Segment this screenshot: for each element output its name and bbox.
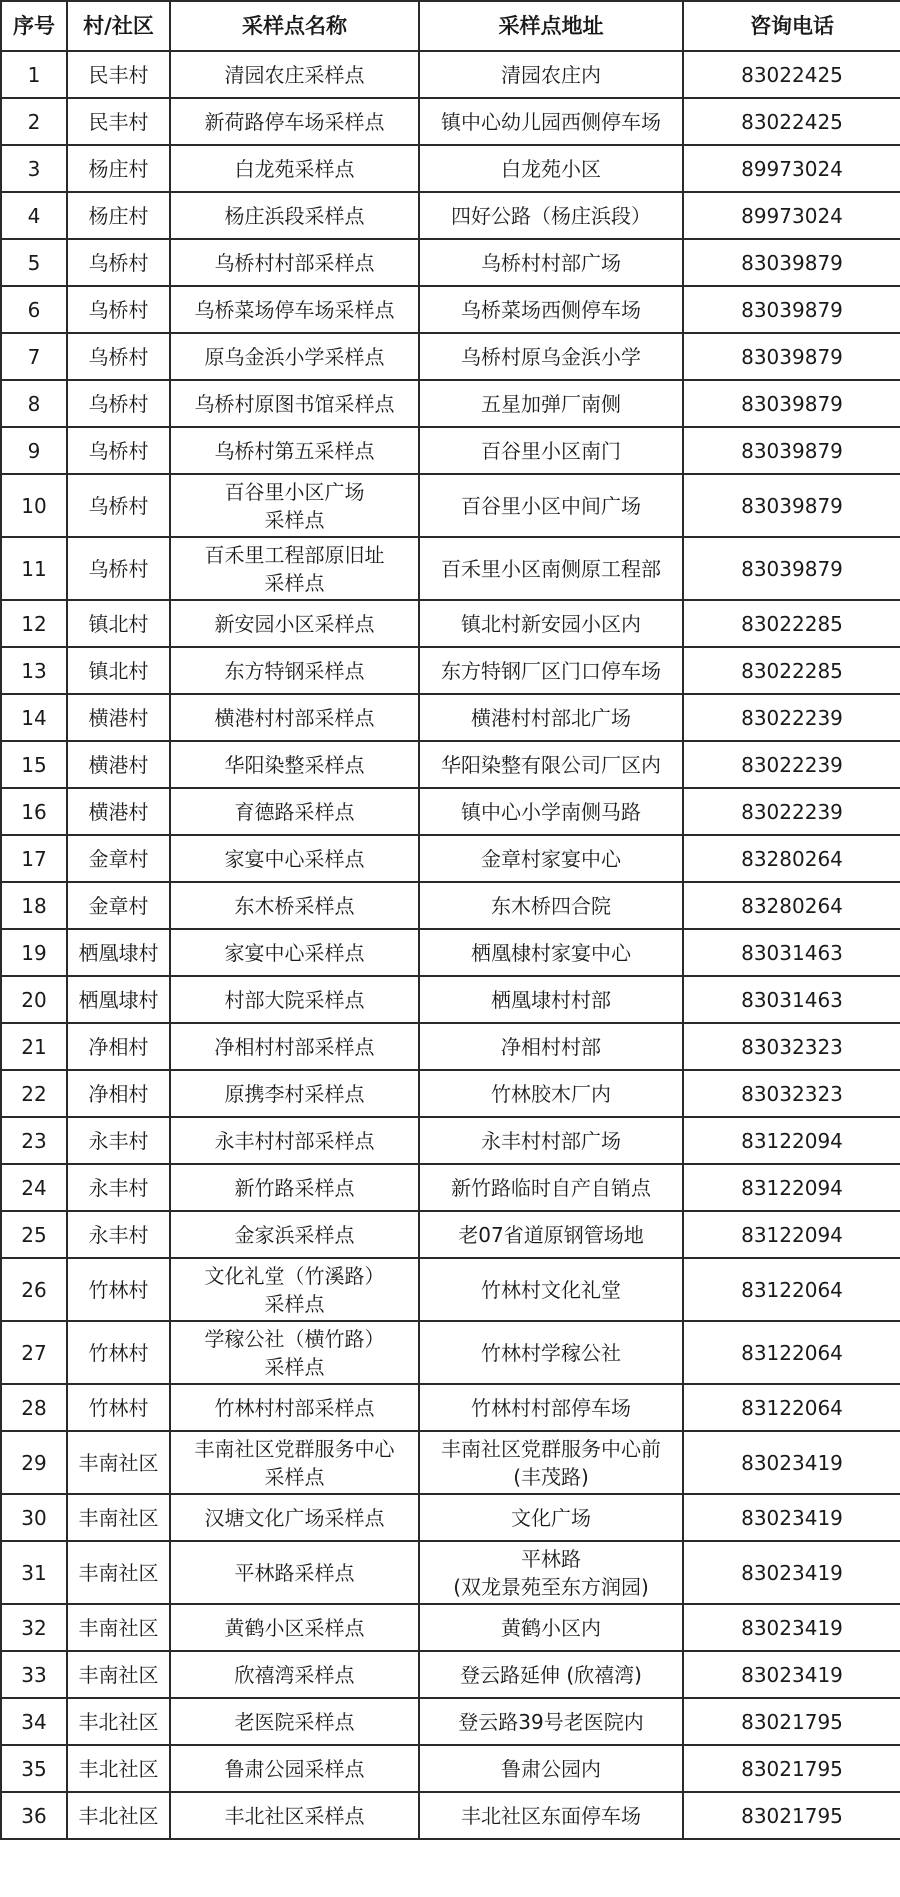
cell-phone: 83022239	[683, 788, 900, 835]
cell-village: 竹林村	[67, 1258, 170, 1321]
cell-site-address: 鲁肃公园内	[419, 1745, 683, 1792]
cell-village: 横港村	[67, 694, 170, 741]
cell-index: 34	[1, 1698, 67, 1745]
table-row	[1, 537, 900, 600]
cell-site-address: 镇北村新安园小区内	[419, 600, 683, 647]
header-phone: 咨询电话	[683, 1, 900, 51]
cell-village: 竹林村	[67, 1321, 170, 1384]
cell-village: 丰南社区	[67, 1604, 170, 1651]
table-row	[1, 1745, 900, 1792]
cell-phone: 83023419	[683, 1431, 900, 1494]
cell-site-name: 净相村村部采样点	[170, 1023, 419, 1070]
header-site-name: 采样点名称	[170, 1, 419, 51]
cell-site-name: 家宴中心采样点	[170, 835, 419, 882]
table-row	[1, 239, 900, 286]
cell-site-name: 白龙苑采样点	[170, 145, 419, 192]
cell-phone: 83021795	[683, 1792, 900, 1839]
cell-phone: 83122064	[683, 1321, 900, 1384]
cell-site-name: 原携李村采样点	[170, 1070, 419, 1117]
cell-village: 丰北社区	[67, 1745, 170, 1792]
cell-index: 10	[1, 474, 67, 537]
cell-site-address: 四好公路（杨庄浜段）	[419, 192, 683, 239]
cell-site-name: 竹林村村部采样点	[170, 1384, 419, 1431]
cell-index: 11	[1, 537, 67, 600]
table-row	[1, 380, 900, 427]
table-row	[1, 741, 900, 788]
cell-index: 25	[1, 1211, 67, 1258]
cell-index: 17	[1, 835, 67, 882]
table-row	[1, 976, 900, 1023]
cell-village: 丰南社区	[67, 1494, 170, 1541]
table-row	[1, 427, 900, 474]
cell-site-address: 登云路延伸 (欣禧湾)	[419, 1651, 683, 1698]
cell-site-name: 平林路采样点	[170, 1541, 419, 1604]
header-index: 序号	[1, 1, 67, 51]
table-row	[1, 98, 900, 145]
cell-index: 12	[1, 600, 67, 647]
cell-phone: 83039879	[683, 286, 900, 333]
cell-phone: 83022285	[683, 600, 900, 647]
cell-index: 23	[1, 1117, 67, 1164]
cell-phone: 83122094	[683, 1211, 900, 1258]
table-row	[1, 51, 900, 98]
cell-site-address: 丰北社区东面停车场	[419, 1792, 683, 1839]
table-row	[1, 694, 900, 741]
cell-index: 33	[1, 1651, 67, 1698]
cell-site-name: 新荷路停车场采样点	[170, 98, 419, 145]
table-row	[1, 1258, 900, 1321]
cell-site-address: 竹林胶木厂内	[419, 1070, 683, 1117]
cell-site-name: 原乌金浜小学采样点	[170, 333, 419, 380]
cell-phone: 83122064	[683, 1258, 900, 1321]
cell-village: 丰北社区	[67, 1698, 170, 1745]
cell-index: 32	[1, 1604, 67, 1651]
cell-index: 20	[1, 976, 67, 1023]
cell-phone: 83122094	[683, 1117, 900, 1164]
cell-phone: 83032323	[683, 1070, 900, 1117]
cell-phone: 83039879	[683, 333, 900, 380]
cell-site-name: 华阳染整采样点	[170, 741, 419, 788]
cell-site-address: 镇中心小学南侧马路	[419, 788, 683, 835]
table-row	[1, 192, 900, 239]
cell-site-name: 乌桥菜场停车场采样点	[170, 286, 419, 333]
cell-index: 15	[1, 741, 67, 788]
cell-site-name: 新安园小区采样点	[170, 600, 419, 647]
cell-phone: 83280264	[683, 835, 900, 882]
cell-site-address: 五星加弹厂南侧	[419, 380, 683, 427]
cell-index: 9	[1, 427, 67, 474]
table-row	[1, 1384, 900, 1431]
table-row	[1, 835, 900, 882]
cell-village: 乌桥村	[67, 474, 170, 537]
cell-village: 镇北村	[67, 647, 170, 694]
cell-site-name: 村部大院采样点	[170, 976, 419, 1023]
cell-index: 14	[1, 694, 67, 741]
cell-site-address: 登云路39号老医院内	[419, 1698, 683, 1745]
cell-site-address: 竹林村文化礼堂	[419, 1258, 683, 1321]
cell-site-name: 乌桥村原图书馆采样点	[170, 380, 419, 427]
table-row	[1, 788, 900, 835]
cell-index: 21	[1, 1023, 67, 1070]
table-row	[1, 1321, 900, 1384]
cell-index: 31	[1, 1541, 67, 1604]
cell-village: 乌桥村	[67, 380, 170, 427]
cell-village: 金章村	[67, 882, 170, 929]
cell-village: 净相村	[67, 1023, 170, 1070]
cell-site-name: 百禾里工程部原旧址 采样点	[170, 537, 419, 600]
cell-site-name: 横港村村部采样点	[170, 694, 419, 741]
cell-site-address: 竹林村村部停车场	[419, 1384, 683, 1431]
cell-site-address: 华阳染整有限公司厂区内	[419, 741, 683, 788]
cell-phone: 83022425	[683, 98, 900, 145]
table-row	[1, 1698, 900, 1745]
cell-site-name: 东方特钢采样点	[170, 647, 419, 694]
cell-index: 22	[1, 1070, 67, 1117]
cell-site-name: 老医院采样点	[170, 1698, 419, 1745]
cell-index: 24	[1, 1164, 67, 1211]
cell-site-address: 丰南社区党群服务中心前 (丰茂路)	[419, 1431, 683, 1494]
cell-village: 丰南社区	[67, 1431, 170, 1494]
cell-index: 1	[1, 51, 67, 98]
cell-phone: 83022239	[683, 694, 900, 741]
cell-site-address: 东方特钢厂区门口停车场	[419, 647, 683, 694]
table-row	[1, 1604, 900, 1651]
cell-phone: 83023419	[683, 1604, 900, 1651]
cell-village: 丰北社区	[67, 1792, 170, 1839]
cell-site-address: 百谷里小区中间广场	[419, 474, 683, 537]
cell-site-address: 新竹路临时自产自销点	[419, 1164, 683, 1211]
cell-phone: 83039879	[683, 380, 900, 427]
cell-index: 28	[1, 1384, 67, 1431]
cell-index: 18	[1, 882, 67, 929]
cell-phone: 83022285	[683, 647, 900, 694]
table-row	[1, 145, 900, 192]
table-row	[1, 1792, 900, 1839]
cell-village: 乌桥村	[67, 537, 170, 600]
cell-site-name: 金家浜采样点	[170, 1211, 419, 1258]
cell-village: 民丰村	[67, 98, 170, 145]
cell-phone: 83122094	[683, 1164, 900, 1211]
cell-village: 竹林村	[67, 1384, 170, 1431]
cell-village: 镇北村	[67, 600, 170, 647]
cell-index: 8	[1, 380, 67, 427]
cell-site-address: 百谷里小区南门	[419, 427, 683, 474]
cell-site-address: 乌桥村村部广场	[419, 239, 683, 286]
cell-site-name: 杨庄浜段采样点	[170, 192, 419, 239]
cell-village: 永丰村	[67, 1211, 170, 1258]
cell-index: 16	[1, 788, 67, 835]
cell-village: 横港村	[67, 741, 170, 788]
cell-site-name: 欣禧湾采样点	[170, 1651, 419, 1698]
cell-site-name: 永丰村村部采样点	[170, 1117, 419, 1164]
cell-site-name: 家宴中心采样点	[170, 929, 419, 976]
cell-site-address: 横港村村部北广场	[419, 694, 683, 741]
cell-site-address: 文化广场	[419, 1494, 683, 1541]
cell-site-name: 黄鹤小区采样点	[170, 1604, 419, 1651]
cell-site-name: 丰南社区党群服务中心 采样点	[170, 1431, 419, 1494]
cell-phone: 83039879	[683, 239, 900, 286]
table-row	[1, 1164, 900, 1211]
table-row	[1, 474, 900, 537]
cell-village: 横港村	[67, 788, 170, 835]
cell-phone: 83039879	[683, 474, 900, 537]
cell-site-address: 永丰村村部广场	[419, 1117, 683, 1164]
cell-site-name: 乌桥村第五采样点	[170, 427, 419, 474]
cell-phone: 83022425	[683, 51, 900, 98]
cell-site-address: 白龙苑小区	[419, 145, 683, 192]
cell-phone: 83039879	[683, 537, 900, 600]
cell-index: 4	[1, 192, 67, 239]
cell-village: 永丰村	[67, 1164, 170, 1211]
table-row	[1, 1431, 900, 1494]
cell-site-address: 金章村家宴中心	[419, 835, 683, 882]
table-row	[1, 1070, 900, 1117]
cell-phone: 83122064	[683, 1384, 900, 1431]
cell-phone: 83031463	[683, 976, 900, 1023]
header-village: 村/社区	[67, 1, 170, 51]
cell-site-address: 清园农庄内	[419, 51, 683, 98]
cell-village: 杨庄村	[67, 145, 170, 192]
cell-index: 36	[1, 1792, 67, 1839]
cell-site-address: 黄鹤小区内	[419, 1604, 683, 1651]
cell-site-address: 乌桥菜场西侧停车场	[419, 286, 683, 333]
cell-village: 净相村	[67, 1070, 170, 1117]
cell-phone: 83023419	[683, 1651, 900, 1698]
cell-phone: 83021795	[683, 1698, 900, 1745]
cell-index: 6	[1, 286, 67, 333]
table-row	[1, 1023, 900, 1070]
cell-site-name: 丰北社区采样点	[170, 1792, 419, 1839]
cell-phone: 83280264	[683, 882, 900, 929]
cell-village: 民丰村	[67, 51, 170, 98]
cell-phone: 89973024	[683, 145, 900, 192]
table-row	[1, 1494, 900, 1541]
table-row	[1, 1651, 900, 1698]
cell-site-address: 净相村村部	[419, 1023, 683, 1070]
cell-phone: 83031463	[683, 929, 900, 976]
table-row	[1, 647, 900, 694]
cell-site-name: 新竹路采样点	[170, 1164, 419, 1211]
cell-phone: 83023419	[683, 1541, 900, 1604]
cell-phone: 83022239	[683, 741, 900, 788]
cell-index: 5	[1, 239, 67, 286]
cell-phone: 83021795	[683, 1745, 900, 1792]
table-row	[1, 929, 900, 976]
cell-village: 乌桥村	[67, 286, 170, 333]
cell-site-address: 平林路 (双龙景苑至东方润园)	[419, 1541, 683, 1604]
cell-index: 19	[1, 929, 67, 976]
cell-phone: 83039879	[683, 427, 900, 474]
table-row	[1, 1211, 900, 1258]
cell-site-name: 鲁肃公园采样点	[170, 1745, 419, 1792]
table-row	[1, 882, 900, 929]
cell-village: 乌桥村	[67, 333, 170, 380]
cell-site-address: 乌桥村原乌金浜小学	[419, 333, 683, 380]
cell-village: 丰南社区	[67, 1651, 170, 1698]
table-row	[1, 600, 900, 647]
cell-index: 26	[1, 1258, 67, 1321]
cell-village: 乌桥村	[67, 427, 170, 474]
cell-site-name: 汉塘文化广场采样点	[170, 1494, 419, 1541]
cell-site-address: 镇中心幼儿园西侧停车场	[419, 98, 683, 145]
cell-phone: 89973024	[683, 192, 900, 239]
cell-phone: 83032323	[683, 1023, 900, 1070]
cell-index: 13	[1, 647, 67, 694]
cell-village: 栖凰埭村	[67, 976, 170, 1023]
cell-phone: 83023419	[683, 1494, 900, 1541]
cell-site-name: 东木桥采样点	[170, 882, 419, 929]
cell-site-address: 百禾里小区南侧原工程部	[419, 537, 683, 600]
table-header-row	[1, 1, 900, 51]
cell-village: 丰南社区	[67, 1541, 170, 1604]
cell-village: 乌桥村	[67, 239, 170, 286]
cell-site-name: 清园农庄采样点	[170, 51, 419, 98]
cell-site-name: 文化礼堂（竹溪路） 采样点	[170, 1258, 419, 1321]
cell-site-name: 育德路采样点	[170, 788, 419, 835]
table-body	[1, 51, 900, 1839]
cell-site-address: 栖凰埭村村部	[419, 976, 683, 1023]
cell-index: 7	[1, 333, 67, 380]
cell-site-address: 栖凰棣村家宴中心	[419, 929, 683, 976]
cell-site-address: 老07省道原钢管场地	[419, 1211, 683, 1258]
table-row	[1, 333, 900, 380]
cell-site-name: 百谷里小区广场 采样点	[170, 474, 419, 537]
cell-site-name: 乌桥村村部采样点	[170, 239, 419, 286]
cell-village: 永丰村	[67, 1117, 170, 1164]
cell-index: 29	[1, 1431, 67, 1494]
cell-village: 杨庄村	[67, 192, 170, 239]
cell-index: 30	[1, 1494, 67, 1541]
cell-village: 栖凰埭村	[67, 929, 170, 976]
table-row	[1, 1117, 900, 1164]
cell-site-address: 东木桥四合院	[419, 882, 683, 929]
table-row	[1, 286, 900, 333]
cell-index: 2	[1, 98, 67, 145]
table-row	[1, 1541, 900, 1604]
cell-index: 35	[1, 1745, 67, 1792]
cell-village: 金章村	[67, 835, 170, 882]
cell-site-name: 学稼公社（横竹路） 采样点	[170, 1321, 419, 1384]
cell-index: 27	[1, 1321, 67, 1384]
cell-site-address: 竹林村学稼公社	[419, 1321, 683, 1384]
cell-index: 3	[1, 145, 67, 192]
header-site-address: 采样点地址	[419, 1, 683, 51]
